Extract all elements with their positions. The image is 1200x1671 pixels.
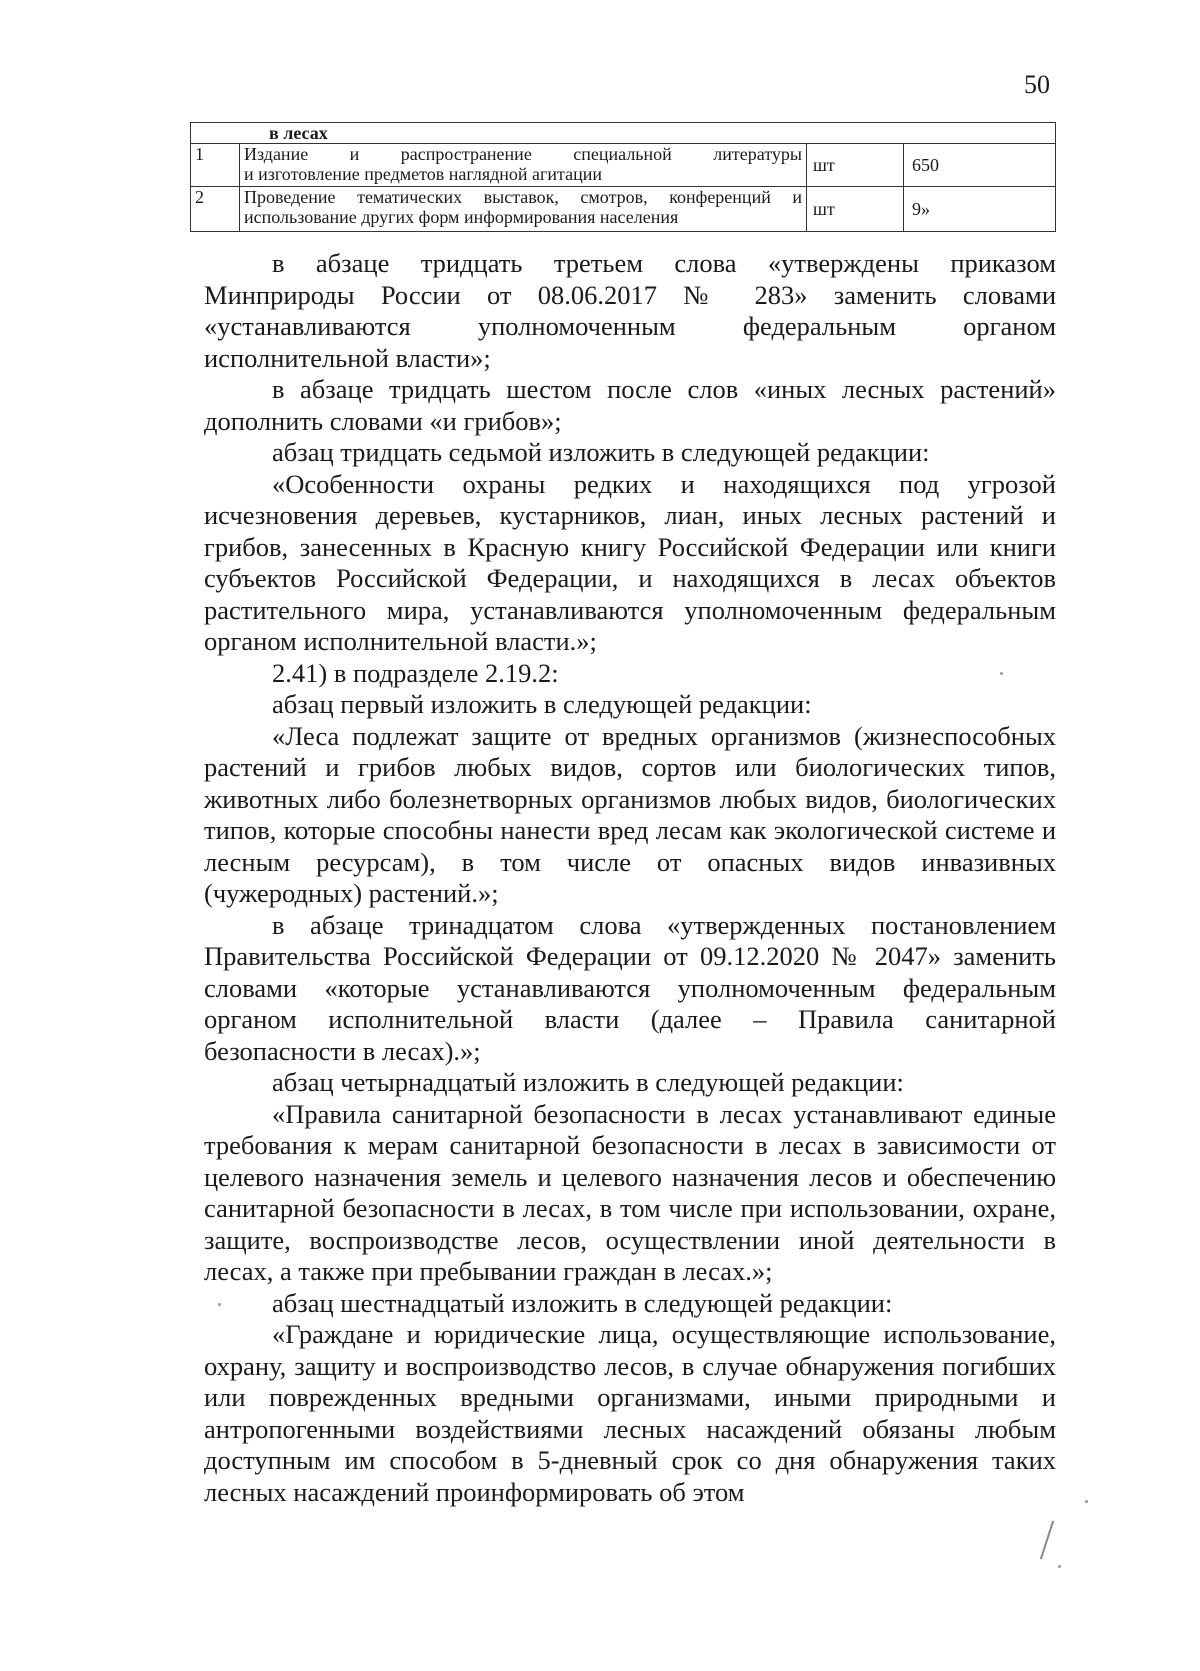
row-unit: шт [807,144,904,187]
row-number: 1 [191,144,240,187]
row-activity-name [240,187,807,232]
scan-artifact-dot [1000,672,1003,675]
activities-table [190,122,1056,232]
scan-artifact-dot [1085,1500,1088,1503]
paragraph: абзац шестнадцатый изложить в следующей редакции: [272,1287,893,1318]
paragraph: «Особенности охраны редких и находящихся под угрозой исчезновения деревьев, кустарников, лиан, иных лесных растений и грибов, занесенных в Красную книгу Российской Федерации или книги субъектов Российской Федерации, и находящихся в лесах объектов растительного мира, устанавливаются уполномоченным федеральным органом исполнительной власти.»; [204,468,1056,656]
paragraph: абзац четырнадцатый изложить в следующей редакции: [272,1067,904,1097]
paragraph: абзац тридцать седьмой изложить в следующей редакции: [272,437,930,467]
table-row [191,187,1056,232]
scan-artifact-mark [1040,1521,1054,1560]
row-activity-name-line: Издание и распространение специальной литературы [244,144,802,164]
paragraph: в абзаце тринадцатом слова «утвержденных постановлением Правительства Российской Федерации от 09.12.2020 № 2047» заменить словами «которые устанавливаются уполномоченным федеральным органом исполнительной власти (далее – Правила санитарной безопасности в лесах).»; [204,909,1056,1066]
row-number: 2 [191,187,240,232]
paragraph: «Правила санитарной безопасности в лесах устанавливают единые требования к мерам санитарной безопасности в лесах в зависимости от целевого назначения земель и целевого назначения лесов и обеспечению санитарной безопасности в лесах, в том числе при использовании, охране, защите, воспроизводстве лесов, осуществлении иной деятельности в лесах, а также при пребывании граждан в лесах.»; [204,1098,1056,1286]
row-activity-name [240,144,807,187]
page-number: 50 [1024,70,1050,99]
paragraph: «Граждане и юридические лица, осуществляющие использование, охрану, защиту и воспроизводство лесов, в случае обнаружения погибших или поврежденных вредными организмами, иными природными и антропогенными воздействиями лесных насаждений обязаны любым доступным им способом в 5-дневный срок со дня обнаружения таких лесных насаждений проинформировать об этом [204,1319,1056,1507]
table-section-label: в лесах [191,123,1056,144]
paragraph: «Леса подлежат защите от вредных организмов (жизнеспособных растений и грибов любых видов, сортов или биологических типов, животных либо болезнетворных организмов любых видов, биологических типов, которые способны нанести вред лесам как экологической системе и лесным ресурсам), в том числе от опасных видов инвазивных (чужеродных) растений.»; [204,720,1056,908]
table-row [191,144,1056,187]
paragraph: в абзаце тридцать третьем слова «утверждены приказом Минприроды России от 08.06.2017 № 283» заменить словами «устанавливаются уполномоченным федеральным органом исполнительной власти»; [204,248,1056,373]
paragraph: 2.41) в подразделе 2.19.2: [272,657,559,688]
scan-artifact-dot [1058,1565,1061,1568]
row-value: 9» [904,187,1056,232]
paragraph: в абзаце тридцать шестом после слов «иных лесных растений» дополнить словами «и грибов»; [204,374,1056,436]
row-activity-name-line: Проведение тематических выставок, смотров, конференций и [244,187,802,207]
row-activity-name-line: и изготовление предметов наглядной агитации [244,164,602,184]
scan-artifact-dot [218,1303,221,1306]
document-body [204,248,1056,1508]
table-section-header-row [191,123,1056,144]
row-value: 650 [904,144,1056,187]
row-unit: шт [807,187,904,232]
row-activity-name-line: использование других форм информирования населения [244,207,679,227]
paragraph: абзац первый изложить в следующей редакции: [272,689,812,719]
